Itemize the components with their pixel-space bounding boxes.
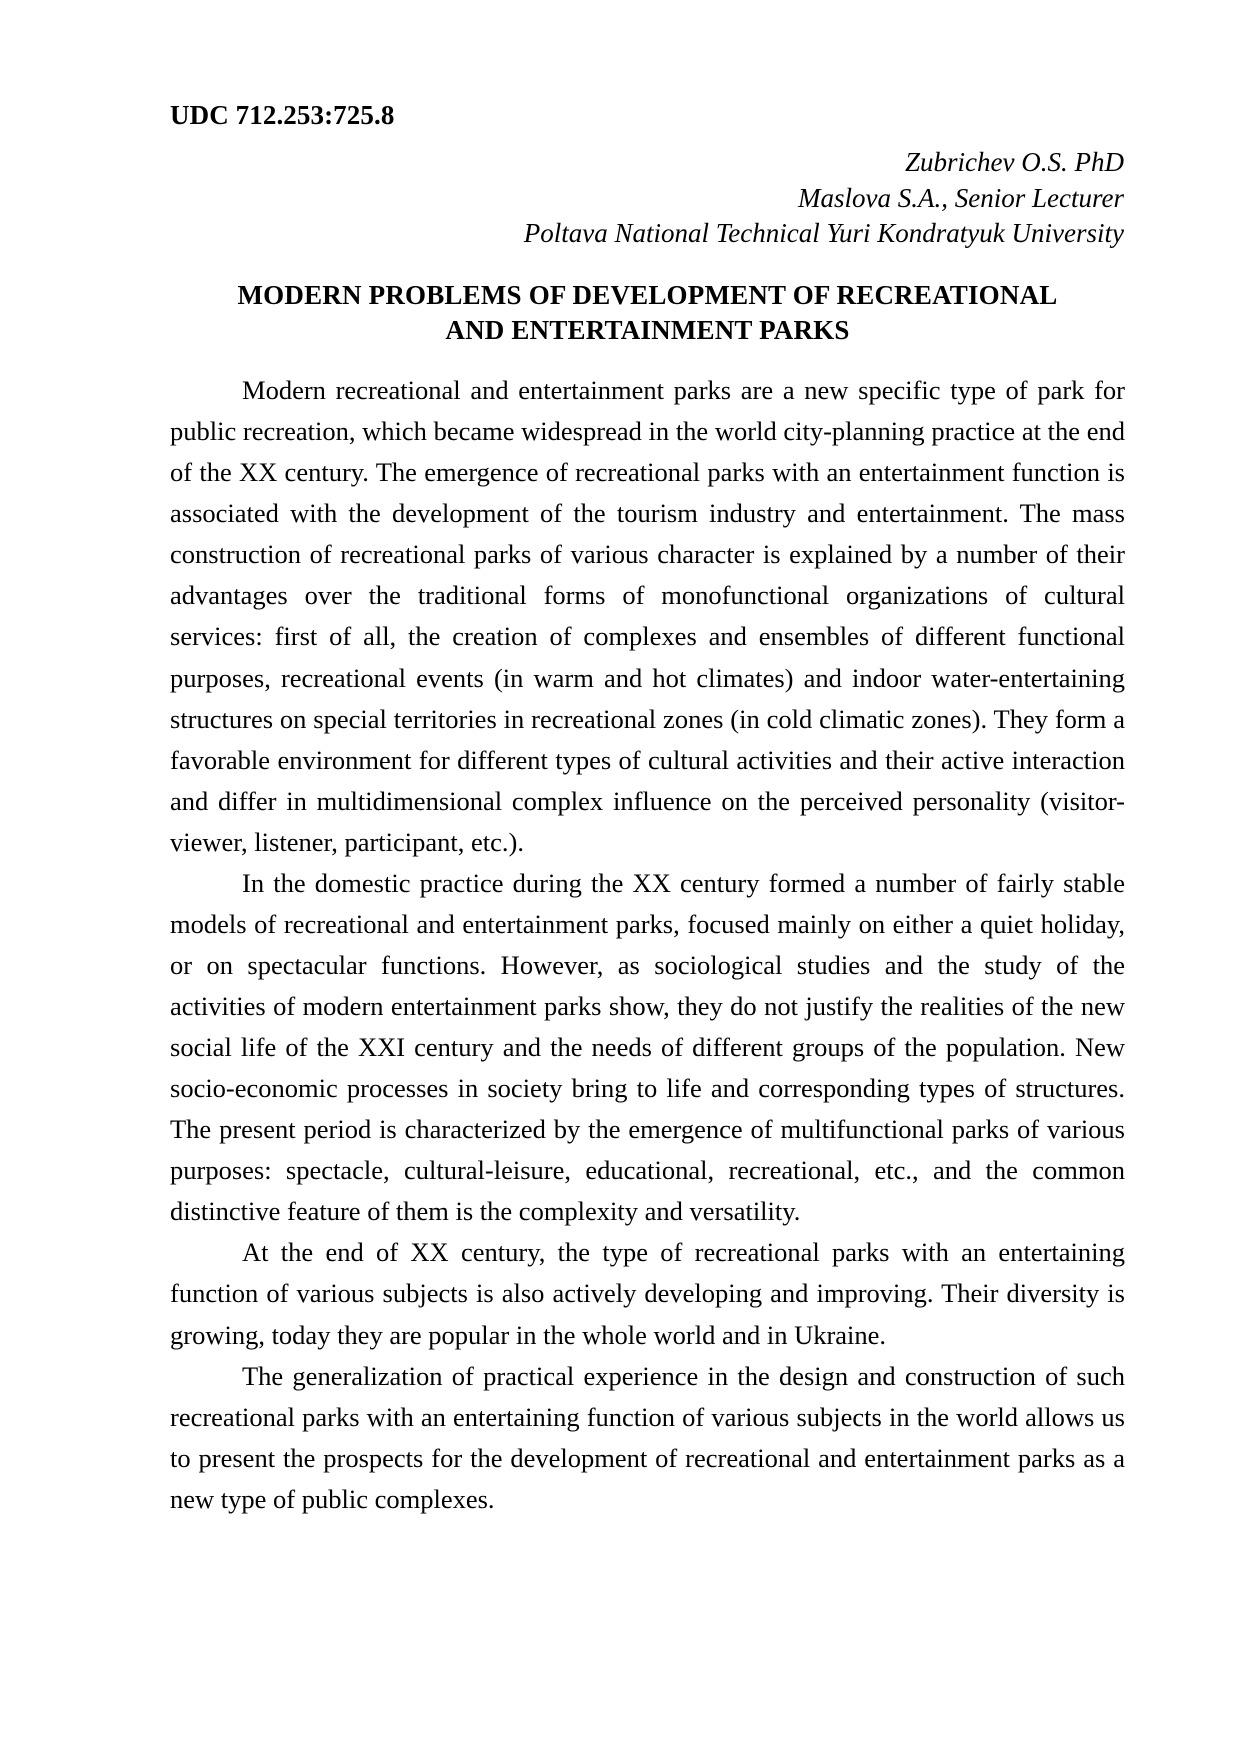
article-body	[170, 370, 1125, 1520]
title-line-1: MODERN PROBLEMS OF DEVELOPMENT OF RECREATIONAL	[237, 279, 1058, 310]
title-line-2: AND ENTERTAINMENT PARKS	[445, 315, 850, 346]
author-name-2: Maslova S.A., Senior Lecturer	[798, 182, 1124, 213]
paragraph: In the domestic practice during the XX century formed a number of fairly stable models of recreational and entertainment parks, focused mainly on either a quiet holiday, or on spectacular functions. However, as sociological studies and the study of the activities of modern entertainment parks show, they do not justify the realities of the new social life of the XXI century and the needs of different groups of the population. New socio-economic processes in society bring to life and corresponding types of structures. The present period is characterized by the emergence of multifunctional parks of various purposes: spectacle, cultural-leisure, educational, recreational, etc., and the common distinctive feature of them is the complexity and versatility.	[170, 867, 1125, 1227]
paragraph: Modern recreational and entertainment parks are a new specific type of park for public recreation, which became widespread in the world city-planning practice at the end of the XX century. The emergence of recreational parks with an entertainment function is associated with the development of the tourism industry and entertainment. The mass construction of recreational parks of various character is explained by a number of their advantages over the traditional forms of monofunctional organizations of cultural services: first of all, the creation of complexes and ensembles of different functional purposes, recreational events (in warm and hot climates) and indoor water-entertaining structures on special territories in recreational zones (in cold climatic zones). They form a favorable environment for different types of cultural activities and their active interaction and differ in multidimensional complex influence on the perceived personality (visitor-viewer, listener, participant, etc.).	[170, 375, 1125, 857]
paragraph: The generalization of practical experience in the design and construction of such recreational parks with an entertaining function of various subjects in the world allows us to present the prospects for the development of recreational and entertainment parks as a new type of public complexes.	[170, 1360, 1125, 1514]
paragraph: At the end of XX century, the type of recreational parks with an entertaining function of various subjects is also actively developing and improving. Their diversity is growing, today they are popular in the whole world and in Ukraine.	[170, 1237, 1125, 1350]
author-block	[170, 145, 1125, 252]
author-name-1: Zubrichev O.S. PhD	[905, 147, 1124, 178]
udc-code: UDC 712.253:725.8	[170, 100, 395, 130]
affiliation: Poltava National Technical Yuri Kondratyuk University	[523, 218, 1124, 249]
page-title	[170, 278, 1125, 348]
